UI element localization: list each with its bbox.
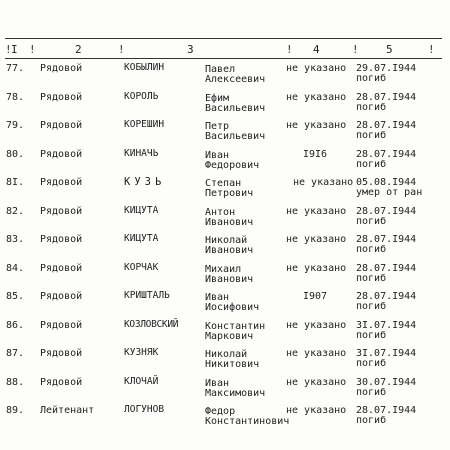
row-patronymic: Васильевич: [205, 131, 266, 142]
row-birth-year: не указано: [286, 348, 347, 359]
header-separator: !: [5, 43, 12, 56]
row-given-name: Ефим: [205, 92, 230, 104]
row-fate: погиб: [356, 358, 387, 369]
row-rank: Рядовой: [40, 291, 83, 302]
row-rank: Лейтенант: [40, 405, 95, 416]
row-rank: Рядовой: [40, 205, 83, 217]
row-birth-year: не указано: [286, 91, 347, 103]
row-surname: КОБЫЛИН: [124, 62, 165, 73]
row-rank: Рядовой: [40, 177, 83, 188]
row-number: 88.: [6, 376, 25, 388]
row-fate: погиб: [356, 158, 387, 170]
row-surname: ЛОГУНОВ: [124, 404, 165, 415]
header-separator: !: [428, 43, 435, 56]
row-number: 87.: [6, 348, 25, 359]
row-given-name: Константин: [205, 320, 266, 332]
row-surname: КИНАЧЬ: [124, 147, 159, 159]
row-given-name: Петр: [205, 121, 230, 132]
row-date: 28.07.I944: [356, 262, 417, 274]
row-rank: Рядовой: [40, 348, 83, 359]
table-row: [0, 233, 450, 262]
row-date: 28.07.I944: [356, 234, 417, 245]
row-number: 86.: [6, 319, 25, 331]
row-rank: Рядовой: [40, 63, 83, 74]
row-fate: погиб: [356, 73, 387, 84]
row-surname: КОРОЛЬ: [124, 90, 159, 102]
row-fate: умер от ран: [356, 187, 423, 198]
row-surname: КИЦУТА: [124, 204, 159, 216]
row-rank: Рядовой: [40, 148, 83, 160]
row-birth-year: не указано: [286, 405, 347, 416]
row-date: 28.07.I944: [356, 405, 417, 416]
row-rank: Рядовой: [40, 319, 83, 331]
row-fate: погиб: [356, 415, 387, 426]
row-birth-year: не указано: [286, 262, 347, 274]
row-number: 79.: [6, 120, 25, 131]
row-number: 77.: [6, 63, 25, 74]
row-date: 30.07.I944: [356, 376, 417, 388]
row-number: 78.: [6, 91, 25, 103]
row-number: 80.: [6, 148, 25, 160]
row-number: 82.: [6, 205, 25, 217]
table-row: [0, 262, 450, 291]
row-given-name: Николай: [205, 235, 248, 246]
row-number: 84.: [6, 262, 25, 274]
header-bottom-rule: [5, 58, 442, 59]
row-surname: КЛОЧАЙ: [124, 375, 159, 387]
row-surname: КУЗЬ: [124, 176, 166, 188]
row-date: 28.07.I944: [356, 120, 417, 131]
row-rank: Рядовой: [40, 120, 83, 131]
row-patronymic: Васильевич: [205, 102, 266, 114]
row-surname: КОЗЛОВСКИЙ: [124, 318, 179, 330]
row-surname: КУЗНЯК: [124, 347, 159, 358]
row-birth-year: не указано: [293, 177, 354, 188]
row-rank: Рядовой: [40, 262, 83, 274]
row-number: 83.: [6, 234, 25, 245]
header-col-2: 2: [75, 43, 82, 56]
row-date: 3I.07.I944: [356, 348, 417, 359]
table-row: [0, 376, 450, 405]
row-number: 89.: [6, 405, 25, 416]
table-row: [0, 119, 450, 148]
table-row: [0, 347, 450, 376]
row-patronymic: Иванович: [205, 273, 254, 285]
row-given-name: Антон: [205, 206, 236, 218]
row-given-name: Иван: [205, 149, 230, 161]
header-separator: !: [352, 43, 359, 56]
row-date: 3I.07.I944: [356, 319, 417, 331]
row-given-name: Федор: [205, 406, 236, 417]
row-number: 85.: [6, 291, 25, 302]
row-date: 05.08.I944: [356, 177, 417, 188]
row-birth-year: I9I6: [303, 148, 328, 160]
table-row: [0, 290, 450, 319]
row-fate: погиб: [356, 244, 387, 255]
header-col-5: 5: [386, 43, 393, 56]
row-birth-year: не указано: [286, 319, 347, 331]
header-col-4: 4: [313, 43, 320, 56]
table-row: [0, 148, 450, 177]
row-fate: погиб: [356, 301, 387, 312]
row-date: 28.07.I944: [356, 91, 417, 103]
table-row: [0, 205, 450, 234]
row-given-name: Михаил: [205, 263, 242, 275]
row-rank: Рядовой: [40, 91, 83, 103]
row-birth-year: не указано: [286, 376, 347, 388]
row-number: 8I.: [6, 177, 25, 188]
row-date: 28.07.I944: [356, 291, 417, 302]
row-patronymic: Иванович: [205, 216, 254, 228]
row-given-name: Иван: [205, 292, 230, 303]
row-patronymic: Иванович: [205, 245, 254, 256]
row-patronymic: Маркович: [205, 330, 254, 342]
table-row: [0, 62, 450, 91]
row-patronymic: Константинович: [205, 416, 290, 427]
table-row: [0, 404, 450, 433]
row-fate: погиб: [356, 386, 387, 398]
row-given-name: Иван: [205, 377, 230, 389]
header-separator: !: [29, 43, 36, 56]
row-patronymic: Иосифович: [205, 302, 260, 313]
row-patronymic: Петрович: [205, 188, 254, 199]
row-patronymic: Алексеевич: [205, 74, 266, 85]
row-fate: погиб: [356, 272, 387, 284]
header-separator: !: [118, 43, 125, 56]
row-fate: погиб: [356, 329, 387, 341]
row-given-name: Николай: [205, 349, 248, 360]
row-patronymic: Максимович: [205, 387, 266, 399]
header-top-rule: [5, 38, 442, 39]
table-row: [0, 176, 450, 205]
header-separator: !: [286, 43, 293, 56]
header-col-3: 3: [187, 43, 194, 56]
row-birth-year: не указано: [286, 120, 347, 131]
row-surname: КИЦУТА: [124, 233, 159, 244]
table-row: [0, 319, 450, 348]
row-fate: погиб: [356, 101, 387, 113]
row-patronymic: Федорович: [205, 159, 260, 171]
row-surname: КОРЧАК: [124, 261, 159, 273]
row-fate: погиб: [356, 215, 387, 227]
row-fate: погиб: [356, 130, 387, 141]
row-birth-year: не указано: [286, 205, 347, 217]
row-birth-year: не указано: [286, 234, 347, 245]
row-patronymic: Никитович: [205, 359, 260, 370]
row-date: 29.07.I944: [356, 63, 417, 74]
header-col-1: I: [11, 43, 18, 56]
table-row: [0, 91, 450, 120]
row-birth-year: I907: [303, 291, 328, 302]
row-date: 28.07.I944: [356, 148, 417, 160]
row-surname: КОРЕШИН: [124, 119, 165, 130]
row-rank: Рядовой: [40, 234, 83, 245]
row-given-name: Степан: [205, 178, 242, 189]
row-rank: Рядовой: [40, 376, 83, 388]
row-given-name: Павел: [205, 64, 236, 75]
row-birth-year: не указано: [286, 63, 347, 74]
row-date: 28.07.I944: [356, 205, 417, 217]
row-surname: КРИШТАЛЬ: [124, 290, 170, 301]
